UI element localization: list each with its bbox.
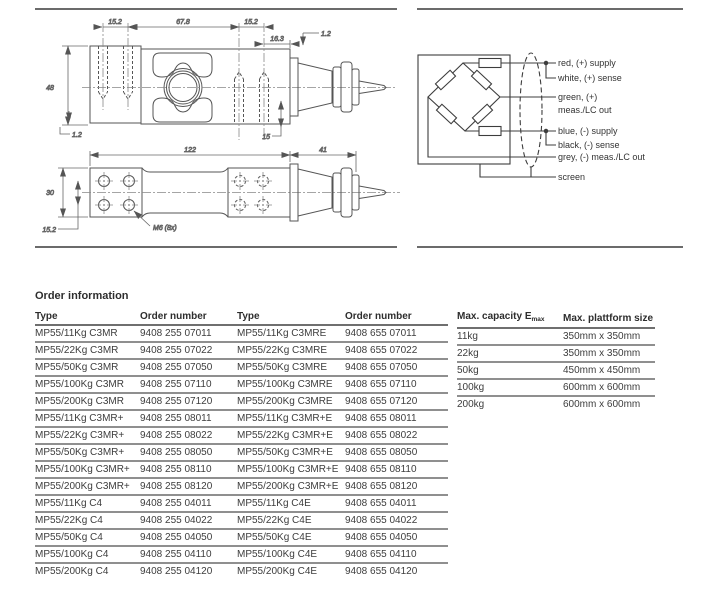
table-cell: 9408 655 08050	[345, 444, 448, 461]
table-row	[35, 478, 448, 495]
side-cable-gland	[290, 58, 386, 116]
table-cell: 100kg	[457, 379, 563, 396]
dim-label: 1.2	[321, 31, 331, 38]
col-header-platform-size: Max. plattform size	[563, 308, 655, 328]
table-cell: 9408 255 04110	[140, 546, 237, 563]
table-cell: MP55/200Kg C3MR+	[35, 478, 140, 495]
table-cell: MP55/50Kg C3MR	[35, 359, 140, 376]
wire-label-white: white, (+) sense	[558, 73, 622, 83]
table-cell: 9408 655 04120	[345, 566, 418, 577]
table-cell: 350mm x 350mm	[563, 328, 655, 345]
table-cell: 9408 255 07110	[140, 376, 237, 393]
table-cell: MP55/100Kg C3MR+E	[237, 461, 345, 478]
wire-label-screen: screen	[558, 172, 586, 182]
table-cell: 450mm x 450mm	[563, 362, 655, 379]
dim-label: 15.2	[244, 19, 258, 26]
table-cell: MP55/50Kg C3MRE	[237, 359, 345, 376]
table-row	[35, 461, 448, 478]
table-cell: 9408 255 08110	[140, 461, 237, 478]
table-cell: MP55/11Kg C3MR+	[35, 410, 140, 427]
order-information-title: Order information	[35, 290, 129, 302]
table-cell: 9408 655 04022	[345, 512, 448, 529]
table-cell: 9408 655 07011	[345, 325, 448, 342]
table-cell: MP55/200Kg C3MRE	[237, 393, 345, 410]
table-row	[457, 328, 655, 345]
table-cell: 9408 255 08050	[140, 444, 237, 461]
table-cell: MP55/22Kg C4	[35, 512, 140, 529]
table-cell: 9408 255 04050	[140, 529, 237, 546]
order-table	[35, 308, 448, 579]
table-cell: 9408 255 07011	[140, 325, 237, 342]
table-cell: 9408 655 08011	[345, 410, 448, 427]
side-centerlines	[82, 23, 396, 140]
table-cell: 9408 655 08110	[345, 461, 448, 478]
table-cell: MP55/200Kg C4	[35, 566, 109, 577]
dim-label: 30	[46, 190, 54, 197]
table-cell: 9408 255 04120	[140, 566, 213, 577]
table-cell: 9408 255 08120	[140, 478, 237, 495]
bottom-series-resistor	[479, 127, 501, 136]
top-series-resistor	[479, 59, 501, 68]
dim-label: 41	[319, 147, 327, 154]
table-row	[35, 376, 448, 393]
dim-label: 15.2	[42, 227, 56, 234]
junction-dot	[544, 129, 547, 132]
wire-labels	[557, 58, 645, 182]
table-cell: MP55/22Kg C4E	[237, 512, 345, 529]
table-row	[457, 345, 655, 362]
table-cell: MP55/22Kg C3MR+	[35, 427, 140, 444]
table-cell: 350mm x 350mm	[563, 345, 655, 362]
table-row	[35, 495, 448, 512]
junction-dot	[544, 61, 547, 64]
table-cell: MP55/200Kg C3MR+E	[237, 478, 345, 495]
dim-label: 15	[262, 134, 270, 141]
table-cell: 22kg	[457, 345, 563, 362]
top-bar-upper-edge	[142, 168, 228, 172]
col-header-type-1: Type	[35, 308, 140, 325]
table-cell: 9408 255 07050	[140, 359, 237, 376]
table-cell: 9408 255 04022	[140, 512, 237, 529]
side-left-block	[90, 46, 141, 123]
top-view-dimensions	[42, 147, 356, 234]
table-cell: 11kg	[457, 328, 563, 345]
table-row	[35, 427, 448, 444]
col-header-order-number-1: Order number	[140, 308, 237, 325]
wire-label-green1: green, (+)	[558, 92, 598, 102]
wire-label-grey: grey, (-) meas./LC out	[558, 152, 645, 162]
dim-label: 16.3	[270, 36, 284, 43]
table-row	[457, 396, 655, 412]
table-cell: MP55/50Kg C3MR+E	[237, 444, 345, 461]
table-cell: MP55/100Kg C3MR	[35, 376, 140, 393]
table-cell: MP55/50Kg C4E	[237, 529, 345, 546]
table-cell: MP55/11Kg C4E	[237, 495, 345, 512]
technical-drawings-svg	[0, 0, 725, 292]
table-row	[457, 379, 655, 396]
table-cell: 9408 655 04011	[345, 495, 448, 512]
wiring-diagram	[418, 53, 645, 182]
table-cell: 9408 655 07022	[345, 342, 448, 359]
load-cell-top-view	[82, 164, 400, 221]
table-cell: 9408 255 08011	[140, 410, 237, 427]
table-cell: MP55/200Kg C3MR	[35, 393, 140, 410]
thread-note-label: M6 (8x)	[153, 225, 177, 232]
cable-sheath-oval	[520, 53, 542, 167]
table-cell: 50kg	[457, 362, 563, 379]
table-cell: MP55/100Kg C4	[35, 546, 140, 563]
load-cell-side-view	[82, 23, 396, 140]
table-cell: 9408 255 08022	[140, 427, 237, 444]
table-cell: MP55/50Kg C4	[35, 529, 140, 546]
table-cell: 9408 655 08120	[345, 478, 448, 495]
table-cell: 600mm x 600mm	[563, 379, 655, 396]
dim-label: 48	[46, 85, 54, 92]
wheatstone-bridge	[428, 63, 500, 131]
table-row	[35, 342, 448, 359]
table-cell: MP55/11Kg C3MR	[35, 325, 140, 342]
table-cell: 9408 655 07110	[345, 376, 448, 393]
table-row	[35, 359, 448, 376]
table-row	[35, 563, 448, 579]
col-header-type-2: Type	[237, 308, 345, 325]
table-row	[35, 444, 448, 461]
table-row	[35, 529, 448, 546]
left-threaded-holes	[99, 46, 133, 99]
top-hole-centerlines	[95, 172, 272, 214]
table-cell: MP55/22Kg C3MRE	[237, 342, 345, 359]
table-cell: 9408 655 07120	[345, 393, 448, 410]
side-view-dimensions	[46, 19, 331, 141]
bridge-housing-box	[418, 55, 510, 164]
emax-subscript: max	[531, 316, 545, 323]
capacity-table-header-row	[457, 308, 655, 328]
right-threaded-holes	[235, 72, 269, 124]
col-header-order-number-2: Order number	[345, 308, 448, 325]
wire-label-black: black, (-) sense	[558, 140, 620, 150]
table-cell: MP55/11Kg C3MRE	[237, 325, 345, 342]
table-row	[35, 410, 448, 427]
table-cell: 9408 255 07022	[140, 342, 237, 359]
table-cell: MP55/22Kg C3MR	[35, 342, 140, 359]
dim-label: 67.8	[176, 19, 190, 26]
table-cell: 600mm x 600mm	[563, 399, 641, 410]
top-bar-lower-edge	[142, 213, 228, 217]
table-row	[35, 512, 448, 529]
table-cell: MP55/22Kg C3MR+E	[237, 427, 345, 444]
table-cell: 9408 255 07120	[140, 393, 237, 410]
table-cell: 9408 655 04110	[345, 546, 448, 563]
capacity-table	[457, 308, 655, 412]
max-capacity-label: Max. capacity E	[457, 311, 532, 322]
wire-label-green2: meas./LC out	[558, 105, 612, 115]
table-row	[35, 393, 448, 410]
table-cell: 9408 255 04011	[140, 495, 237, 512]
table-cell: 200kg	[457, 399, 485, 410]
table-cell: MP55/200Kg C4E	[237, 566, 318, 577]
table-row	[35, 546, 448, 563]
table-cell: MP55/100Kg C3MR+	[35, 461, 140, 478]
table-cell: MP55/11Kg C4	[35, 495, 140, 512]
dim-label: 122	[184, 147, 196, 154]
table-cell: 9408 655 07050	[345, 359, 448, 376]
col-header-max-capacity	[457, 308, 563, 328]
dim-label: 1.2	[72, 132, 82, 139]
table-cell: 9408 655 04050	[345, 529, 448, 546]
table-cell: MP55/100Kg C4E	[237, 546, 345, 563]
table-row	[35, 325, 448, 342]
order-table-header-row	[35, 308, 448, 325]
dim-label: 15.2	[108, 19, 122, 26]
table-cell: 9408 655 08022	[345, 427, 448, 444]
side-main-body	[141, 49, 290, 124]
wire-label-blue: blue, (-) supply	[558, 126, 618, 136]
table-cell: MP55/50Kg C3MR+	[35, 444, 140, 461]
wire-label-red: red, (+) supply	[558, 58, 616, 68]
table-row	[457, 362, 655, 379]
table-cell: MP55/11Kg C3MR+E	[237, 410, 345, 427]
table-cell: MP55/100Kg C3MRE	[237, 376, 345, 393]
